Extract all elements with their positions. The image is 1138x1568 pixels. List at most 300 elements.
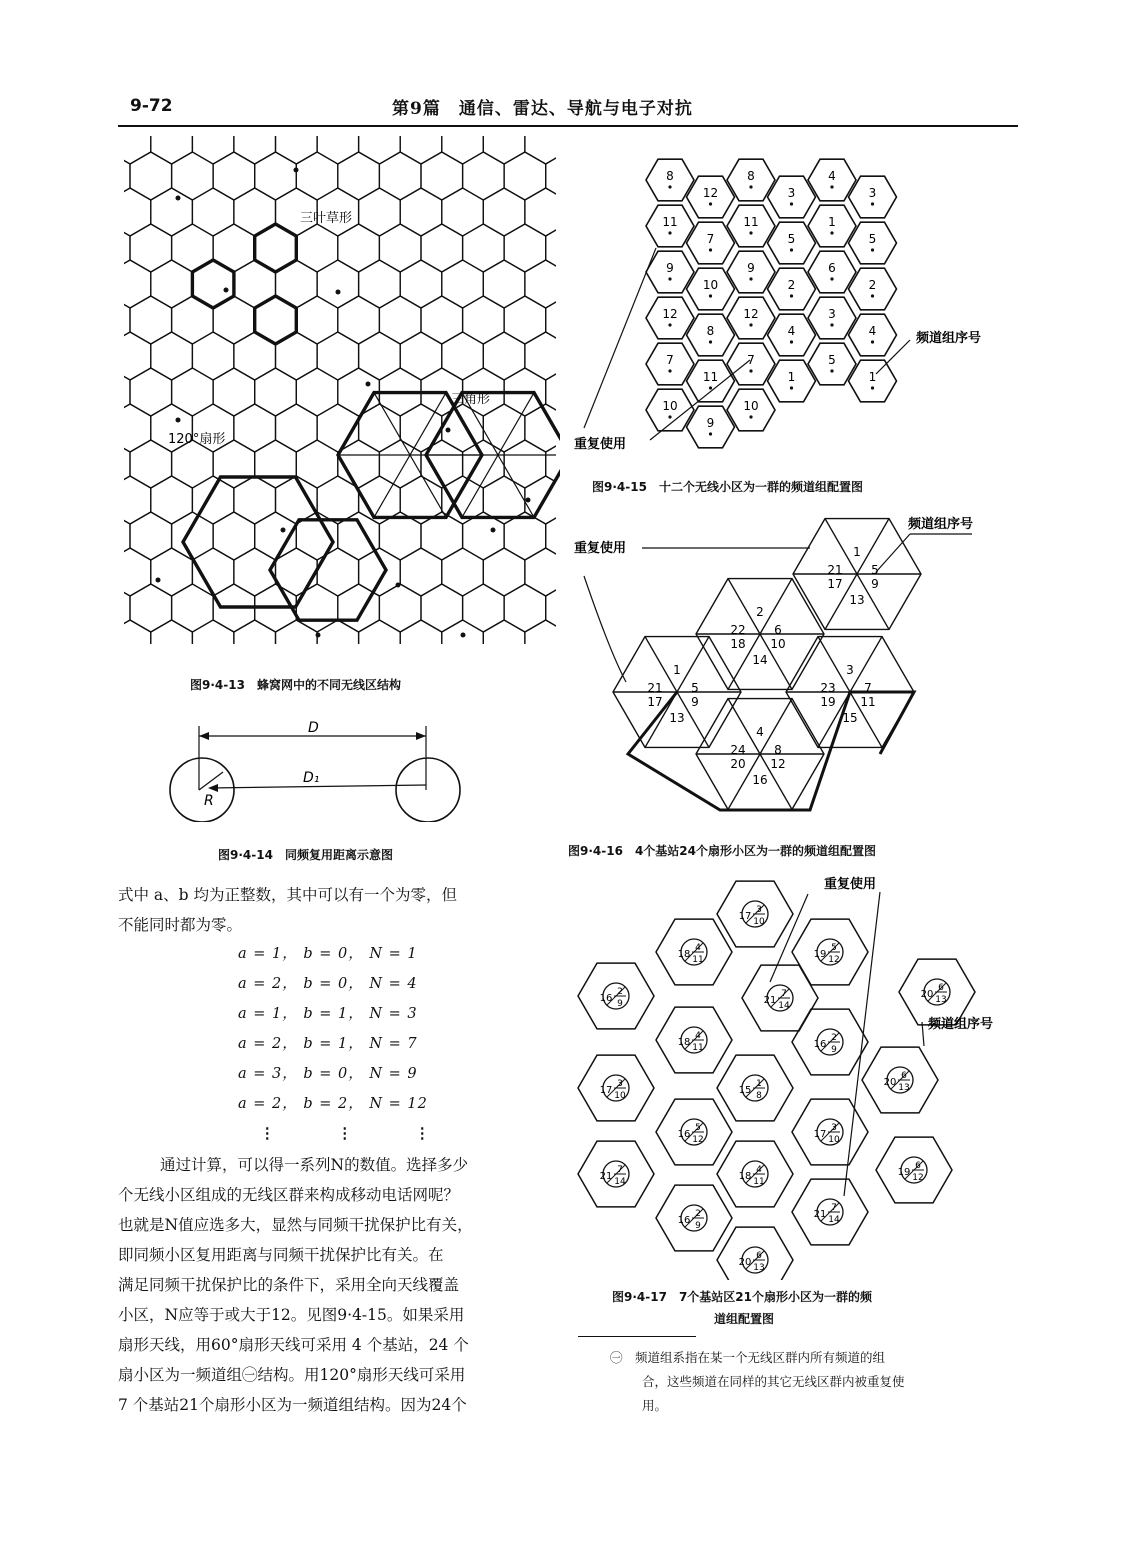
fig13-cell bbox=[483, 188, 525, 236]
fig13-clover-cell bbox=[255, 224, 297, 272]
fig17-sector-a: 17 bbox=[738, 911, 752, 922]
fig17-sector-b: 2 bbox=[617, 987, 623, 997]
fig15-cell-number: 8 bbox=[666, 169, 674, 183]
fig16-sector-number: 17 bbox=[647, 695, 663, 709]
equation: a = 2， b = 1， N = 7 bbox=[238, 1036, 418, 1052]
fig13-cell bbox=[118, 188, 151, 236]
fig17-sector-a: 16 bbox=[677, 1129, 691, 1140]
fig13-cell bbox=[359, 130, 401, 164]
fig16-sector-number: 5 bbox=[871, 563, 879, 577]
fig16-sector-number: 1 bbox=[673, 663, 681, 677]
fig15-cell-dot bbox=[668, 185, 671, 188]
fig17-sector-b: 7 bbox=[617, 1165, 623, 1175]
fig13-cell bbox=[172, 368, 214, 416]
fig16-sector-number: 9 bbox=[691, 695, 699, 709]
fig17-label-reuse: 重复使用 bbox=[824, 877, 877, 892]
fig17-site bbox=[739, 1247, 768, 1273]
paragraph-2 bbox=[118, 1150, 558, 1420]
fig16-sector-number: 17 bbox=[827, 577, 843, 591]
fig17-sector-c: 11 bbox=[753, 1177, 765, 1187]
fig13-cell bbox=[118, 368, 130, 416]
fig17-sector-a: 18 bbox=[738, 1171, 752, 1182]
fig17-sector-a: 20 bbox=[920, 989, 934, 1000]
fig15-cell-dot bbox=[709, 294, 712, 297]
fig13-cell bbox=[151, 620, 193, 650]
fig13-cell bbox=[130, 152, 172, 200]
fig13-cell bbox=[379, 224, 421, 272]
fig13-cell bbox=[463, 296, 505, 344]
fig15-cell-number: 4 bbox=[868, 324, 877, 338]
footnote-mark: ㊀ bbox=[610, 1350, 623, 1365]
fig13-cell bbox=[172, 440, 214, 488]
paragraph-2-line: 即同频小区复用距离与同频干扰保护比有关。在 bbox=[118, 1246, 444, 1264]
fig13-caption: 图9·4-13 蜂窝网中的不同无线区结构 bbox=[190, 678, 401, 692]
fig15-cell-number: 7 bbox=[747, 353, 755, 367]
fig13-cell bbox=[463, 584, 505, 632]
fig15-cell-number: 4 bbox=[828, 169, 836, 183]
fig13-cell bbox=[359, 260, 401, 308]
fig15-cell-dot bbox=[709, 202, 712, 205]
fig17-sector-a: 20 bbox=[883, 1077, 897, 1088]
fig17-sector-b: 3 bbox=[831, 1123, 837, 1133]
fig13-cell bbox=[317, 130, 359, 164]
fig15-cell-dot bbox=[709, 340, 712, 343]
fig15-cell-number: 5 bbox=[787, 232, 796, 246]
fig16-sector-number: 13 bbox=[849, 593, 865, 607]
fig13-clover-cell bbox=[192, 260, 234, 308]
fig15-cell-number: 5 bbox=[868, 232, 877, 246]
fig15-cell-number: 12 bbox=[662, 307, 678, 321]
fig15-cell-dot bbox=[668, 231, 671, 234]
fig17-sector-a: 16 bbox=[599, 993, 613, 1004]
equation: a = 1， b = 0， N = 1 bbox=[238, 946, 418, 962]
fig16-sector-number: 23 bbox=[820, 681, 836, 695]
fig15-cell-number: 12 bbox=[702, 186, 719, 200]
fig13-cell bbox=[118, 440, 130, 488]
fig17-sector-a: 18 bbox=[677, 949, 691, 960]
fig17-site bbox=[678, 939, 707, 965]
fig15-cell-number: 9 bbox=[747, 261, 755, 275]
fig13-label-sector: 120°扇形 bbox=[168, 432, 226, 447]
fig13-cell bbox=[421, 224, 463, 272]
fig17-sector-c: 9 bbox=[831, 1045, 837, 1055]
paragraph-2-line: 7 个基站21个扇形小区为一频道组结构。因为24个 bbox=[118, 1396, 467, 1414]
fig16-group-leader bbox=[876, 534, 910, 572]
fig15-cell-dot bbox=[830, 277, 833, 280]
fig13-cell bbox=[172, 584, 214, 632]
fig16-sector-number: 6 bbox=[774, 623, 782, 637]
footnote-line-3: 用。 bbox=[642, 1398, 668, 1413]
fig17-sector-b: 3 bbox=[756, 905, 762, 915]
fig13-cell bbox=[442, 188, 484, 236]
fig15-cell-number: 10 bbox=[702, 278, 719, 292]
fig15-cell-number: 1 bbox=[828, 215, 836, 229]
fig13-cell bbox=[213, 512, 255, 560]
fig17-site bbox=[739, 1075, 768, 1101]
fig15-cell-number: 9 bbox=[706, 416, 715, 430]
fig13-cell bbox=[483, 130, 525, 164]
fig13-cell bbox=[296, 584, 338, 632]
fig15-cell-dot bbox=[790, 248, 793, 251]
fig13-cell bbox=[504, 584, 546, 632]
fig16-sector-number: 24 bbox=[730, 743, 746, 757]
fig15-cell-dot bbox=[830, 369, 833, 372]
paragraph-2-line: 也就是N值应选多大，显然与同频干扰保护比有关， bbox=[118, 1216, 473, 1234]
fig13-cell bbox=[118, 584, 130, 632]
fig13-clover-cell bbox=[255, 296, 297, 344]
fig17-sector-b: 7 bbox=[831, 1203, 837, 1213]
fig15-cell-dot bbox=[871, 386, 874, 389]
fig13-cell bbox=[400, 620, 442, 650]
fig17-site bbox=[764, 985, 793, 1011]
fig13-label-clover: 三叶草形 bbox=[300, 211, 353, 226]
fig13-cell bbox=[442, 548, 484, 596]
fig13-cell bbox=[421, 296, 463, 344]
fig13-cell bbox=[172, 152, 214, 200]
fig16-label-group: 频道组序号 bbox=[908, 517, 974, 532]
fig13-base-station bbox=[294, 168, 299, 173]
fig16-sector-number: 18 bbox=[730, 637, 746, 651]
fig17-sector-c: 11 bbox=[692, 955, 704, 965]
fig13-cell bbox=[118, 224, 130, 272]
fig15-cell-number: 7 bbox=[706, 232, 715, 246]
fig15-cell-number: 4 bbox=[787, 324, 796, 338]
fig16-caption: 图9·4-16 4个基站24个扇形小区为一群的频道组配置图 bbox=[568, 844, 876, 858]
fig17-sector-b: 7 bbox=[781, 989, 787, 999]
fig15-cell-dot bbox=[871, 248, 874, 251]
fig15-cell-dot bbox=[668, 277, 671, 280]
fig15-cell-number: 10 bbox=[662, 399, 678, 413]
fig13-cell bbox=[317, 260, 359, 308]
fig14-label-R: R bbox=[204, 793, 214, 809]
fig13-cell bbox=[525, 548, 560, 596]
paragraph-2-line: 小区，N应等于或大于12。见图9·4-15。如果采用 bbox=[118, 1306, 465, 1324]
fig13-cell bbox=[296, 440, 338, 488]
fig13-cell bbox=[151, 548, 193, 596]
fig13-cell bbox=[525, 188, 560, 236]
fig13-cell bbox=[504, 512, 546, 560]
fig13-cell bbox=[255, 152, 297, 200]
fig15-cell-dot bbox=[790, 294, 793, 297]
fig16-cluster-outline bbox=[628, 692, 914, 810]
fig15-cell-dot bbox=[668, 369, 671, 372]
fig16-sector-number: 19 bbox=[820, 695, 836, 709]
fig17-sector-c: 13 bbox=[753, 1263, 765, 1273]
fig13-base-station bbox=[336, 290, 341, 295]
fig13-cell bbox=[234, 130, 276, 164]
fig16-sector-number: 21 bbox=[647, 681, 663, 695]
fig13-cell bbox=[400, 260, 442, 308]
fig15-cell-number: 3 bbox=[828, 307, 836, 321]
fig17-sector-b: 6 bbox=[938, 983, 944, 993]
fig13-cell bbox=[463, 224, 505, 272]
fig13-cell bbox=[442, 260, 484, 308]
fig17-site bbox=[678, 1027, 707, 1053]
fig13-cell bbox=[172, 512, 214, 560]
fig17-sector-b: 5 bbox=[695, 1123, 701, 1133]
fig13-cell bbox=[234, 620, 276, 650]
fig13-cell bbox=[276, 404, 318, 452]
fig15-cell-dot bbox=[830, 185, 833, 188]
fig17-sector-b: 2 bbox=[695, 1209, 701, 1219]
fig13-cell bbox=[400, 548, 442, 596]
fig17-caption-line-2: 道组配置图 bbox=[714, 1312, 775, 1326]
fig17-site bbox=[814, 939, 843, 965]
fig17-sector-c: 12 bbox=[692, 1135, 704, 1145]
fig13-cell bbox=[525, 332, 560, 380]
fig15-cell-dot bbox=[790, 340, 793, 343]
fig13-cell bbox=[151, 332, 193, 380]
fig17-sector-a: 16 bbox=[813, 1039, 827, 1050]
footnote bbox=[610, 1346, 1000, 1418]
fig16-triangle-sectors bbox=[560, 512, 1010, 812]
fig16-sector-number: 22 bbox=[730, 623, 746, 637]
fig17-site bbox=[814, 1119, 843, 1145]
equation: a = 3， b = 0， N = 9 bbox=[238, 1066, 418, 1082]
fig17-site bbox=[600, 983, 629, 1009]
page-number: 9-72 bbox=[130, 96, 173, 116]
fig15-cell-number: 2 bbox=[787, 278, 796, 292]
fig13-cell bbox=[192, 130, 234, 164]
fig13-cell bbox=[118, 332, 151, 380]
fig13-cell bbox=[442, 130, 484, 164]
equation: a = 2， b = 2， N = 12 bbox=[238, 1096, 428, 1112]
fig17-site bbox=[884, 1067, 913, 1093]
equation-list bbox=[238, 942, 431, 1148]
fig13-cell bbox=[192, 188, 234, 236]
fig13-base-station bbox=[526, 498, 531, 503]
fig15-cell-dot bbox=[871, 340, 874, 343]
fig13-cell bbox=[359, 620, 401, 650]
fig13-cell bbox=[118, 152, 130, 200]
fig16-sector-number: 15 bbox=[842, 711, 858, 725]
fig15-cell-dot bbox=[709, 432, 712, 435]
fig15-cell-dot bbox=[830, 231, 833, 234]
fig13-cell bbox=[276, 620, 318, 650]
fig15-cell-dot bbox=[790, 386, 793, 389]
fig17-site bbox=[739, 1161, 768, 1187]
fig13-cell bbox=[338, 152, 380, 200]
fig15-cell-number: 8 bbox=[706, 324, 715, 338]
fig17-sector-a: 18 bbox=[677, 1037, 691, 1048]
fig13-base-station bbox=[316, 633, 321, 638]
fig17-label-group: 频道组序号 bbox=[928, 1017, 994, 1032]
fig15-cell-number: 3 bbox=[787, 186, 796, 200]
fig17-site bbox=[814, 1029, 843, 1055]
fig13-cell bbox=[483, 548, 525, 596]
fig13-cell bbox=[276, 476, 318, 524]
fig13-cell bbox=[151, 476, 193, 524]
paragraph-1-line-1: 式中 a、b 均为正整数，其中可以有一个为零，但 bbox=[118, 886, 458, 904]
fig13-cell bbox=[525, 620, 560, 650]
fig13-cell bbox=[379, 296, 421, 344]
fig15-cell-dot bbox=[790, 202, 793, 205]
fig13-cell bbox=[296, 296, 338, 344]
fig13-cell bbox=[296, 224, 338, 272]
fig13-cell bbox=[379, 152, 421, 200]
fig17-sector-c: 14 bbox=[778, 1001, 790, 1011]
fig17-sector-a: 17 bbox=[813, 1129, 827, 1140]
paragraph-2-line: 满足同频干扰保护比的条件下，采用全向天线覆盖 bbox=[118, 1276, 460, 1294]
fig13-cell bbox=[255, 368, 297, 416]
fig15-cell-number: 9 bbox=[666, 261, 674, 275]
fig13-honeycomb bbox=[118, 130, 560, 650]
fig15-twelve-cell-cluster bbox=[560, 148, 1010, 458]
fig13-cell bbox=[234, 404, 276, 452]
fig16-sector-number: 12 bbox=[770, 757, 786, 771]
fig17-sector-a: 19 bbox=[897, 1167, 911, 1178]
fig15-cell-dot bbox=[830, 323, 833, 326]
fig13-cell bbox=[234, 476, 276, 524]
fig17-sector-a: 20 bbox=[738, 1257, 752, 1268]
paragraph-2-line: 扇形天线，用60°扇形天线可采用 4 个基站，24 个 bbox=[118, 1336, 469, 1354]
equation: a = 2， b = 0， N = 4 bbox=[238, 976, 418, 992]
fig14-label-D1: D₁ bbox=[303, 770, 320, 786]
fig17-sector-c: 10 bbox=[828, 1135, 840, 1145]
fig15-cell-number: 2 bbox=[868, 278, 877, 292]
fig13-cell bbox=[130, 296, 172, 344]
fig13-cell bbox=[483, 620, 525, 650]
fig14-distance bbox=[160, 712, 470, 822]
fig17-sector-c: 8 bbox=[756, 1091, 762, 1101]
fig15-cell-number: 1 bbox=[868, 370, 877, 384]
fig15-caption: 图9·4-15 十二个无线小区为一群的频道组配置图 bbox=[592, 480, 863, 494]
fig15-cell-dot bbox=[749, 277, 752, 280]
fig13-cell bbox=[359, 188, 401, 236]
fig17-sector-a: 19 bbox=[813, 949, 827, 960]
fig16-sector-number: 14 bbox=[752, 653, 768, 667]
fig17-sector-c: 10 bbox=[614, 1091, 626, 1101]
fig13-base-station bbox=[156, 578, 161, 583]
running-header: 第9篇 通信、雷达、导航与电子对抗 bbox=[392, 99, 693, 119]
fig15-cell-dot bbox=[749, 369, 752, 372]
fig15-cell-dot bbox=[709, 248, 712, 251]
fig13-cell bbox=[421, 584, 463, 632]
fig15-cell-number: 11 bbox=[702, 370, 719, 384]
fig13-cell bbox=[379, 512, 421, 560]
fig17-sector-b: 4 bbox=[695, 1031, 701, 1041]
fig13-cell bbox=[359, 332, 401, 380]
fig16-sector-number: 13 bbox=[669, 711, 685, 725]
fig13-cell bbox=[525, 260, 560, 308]
paragraph-2-line: 扇小区为一频道组㊀结构。用120°扇形天线可采用 bbox=[118, 1366, 466, 1384]
fig13-cell bbox=[118, 548, 151, 596]
fig13-cell bbox=[483, 260, 525, 308]
fig13-cell bbox=[463, 512, 505, 560]
fig17-site bbox=[921, 979, 950, 1005]
fig13-cell bbox=[317, 548, 359, 596]
fig15-reuse-leader bbox=[584, 248, 656, 428]
fig15-label-reuse: 重复使用 bbox=[574, 437, 627, 452]
fig17-sector-a: 17 bbox=[599, 1085, 613, 1096]
fig15-cell-number: 8 bbox=[747, 169, 755, 183]
fig17-site bbox=[678, 1119, 707, 1145]
fig17-site bbox=[678, 1205, 707, 1231]
fig15-cell-dot bbox=[749, 323, 752, 326]
fig13-cell bbox=[338, 224, 380, 272]
fig17-site bbox=[739, 901, 768, 927]
footnote-line-2: 合，这些频道在同样的其它无线区群内被重复使 bbox=[642, 1374, 905, 1389]
fig13-base-station bbox=[491, 528, 496, 533]
fig13-base-station bbox=[446, 428, 451, 433]
fig13-cell bbox=[118, 296, 130, 344]
fig13-cell bbox=[213, 368, 255, 416]
fig15-cell-number: 3 bbox=[868, 186, 877, 200]
fig16-sector-number: 2 bbox=[756, 605, 764, 619]
fig13-cell bbox=[504, 296, 546, 344]
fig13-cell bbox=[504, 224, 546, 272]
fig15-cell-number: 7 bbox=[666, 353, 674, 367]
fig13-cell bbox=[130, 512, 172, 560]
fig13-cell bbox=[379, 584, 421, 632]
fig13-cell bbox=[504, 440, 546, 488]
fig15-cell-dot bbox=[749, 231, 752, 234]
fig15-cell-dot bbox=[709, 386, 712, 389]
fig13-cell bbox=[421, 512, 463, 560]
fig17-sector-c: 11 bbox=[692, 1043, 704, 1053]
fig15-cell-dot bbox=[668, 415, 671, 418]
fig13-cell bbox=[151, 130, 193, 164]
fig13-cell bbox=[296, 152, 338, 200]
fig17-sector-c: 12 bbox=[912, 1173, 924, 1183]
fig13-cell bbox=[130, 440, 172, 488]
fig13-cell bbox=[421, 152, 463, 200]
equation-continuation: ⋮ ⋮ ⋮ bbox=[260, 1125, 431, 1142]
fig17-sector-c: 9 bbox=[695, 1221, 701, 1231]
fig15-cell-dot bbox=[871, 294, 874, 297]
fig16-sector-number: 5 bbox=[691, 681, 699, 695]
fig15-label-group: 频道组序号 bbox=[916, 331, 982, 346]
fig13-base-station bbox=[281, 528, 286, 533]
fig13-cell bbox=[442, 332, 484, 380]
fig17-sector-a: 21 bbox=[813, 1209, 827, 1220]
fig17-sector-c: 14 bbox=[614, 1177, 626, 1187]
fig13-cell bbox=[151, 260, 193, 308]
fig13-cell bbox=[118, 130, 151, 164]
fig16-sector-number: 9 bbox=[871, 577, 879, 591]
fig17-sector-c: 12 bbox=[828, 955, 840, 965]
fig13-cell bbox=[400, 130, 442, 164]
fig13-cell bbox=[463, 152, 505, 200]
fig13-base-station bbox=[224, 288, 229, 293]
fig13-cell bbox=[276, 130, 318, 164]
fig17-sector-b: 4 bbox=[756, 1165, 762, 1175]
fig14-cell-left bbox=[170, 758, 234, 822]
fig13-cell bbox=[130, 224, 172, 272]
fig15-cell-number: 12 bbox=[743, 307, 759, 321]
fig13-label-triangle: 三角形 bbox=[451, 392, 491, 407]
fig13-cell bbox=[504, 152, 546, 200]
fig17-sector-c: 14 bbox=[828, 1215, 840, 1225]
fig13-cell bbox=[296, 368, 338, 416]
fig13-cell bbox=[400, 188, 442, 236]
fig13-base-station bbox=[461, 633, 466, 638]
fig17-sector-b: 5 bbox=[831, 943, 837, 953]
fig13-cell bbox=[118, 404, 151, 452]
fig13-cell bbox=[192, 332, 234, 380]
fig16-label-reuse: 重复使用 bbox=[574, 541, 627, 556]
fig13-cell bbox=[338, 296, 380, 344]
paragraph-1 bbox=[118, 880, 548, 940]
fig13-cell bbox=[130, 368, 172, 416]
fig15-cell-dot bbox=[668, 323, 671, 326]
fig13-cell bbox=[192, 620, 234, 650]
fig13-base-station bbox=[176, 196, 181, 201]
fig17-sector-a: 21 bbox=[763, 995, 777, 1006]
fig13-cell bbox=[118, 512, 130, 560]
fig15-cell-number: 6 bbox=[828, 261, 836, 275]
fig17-site bbox=[814, 1199, 843, 1225]
